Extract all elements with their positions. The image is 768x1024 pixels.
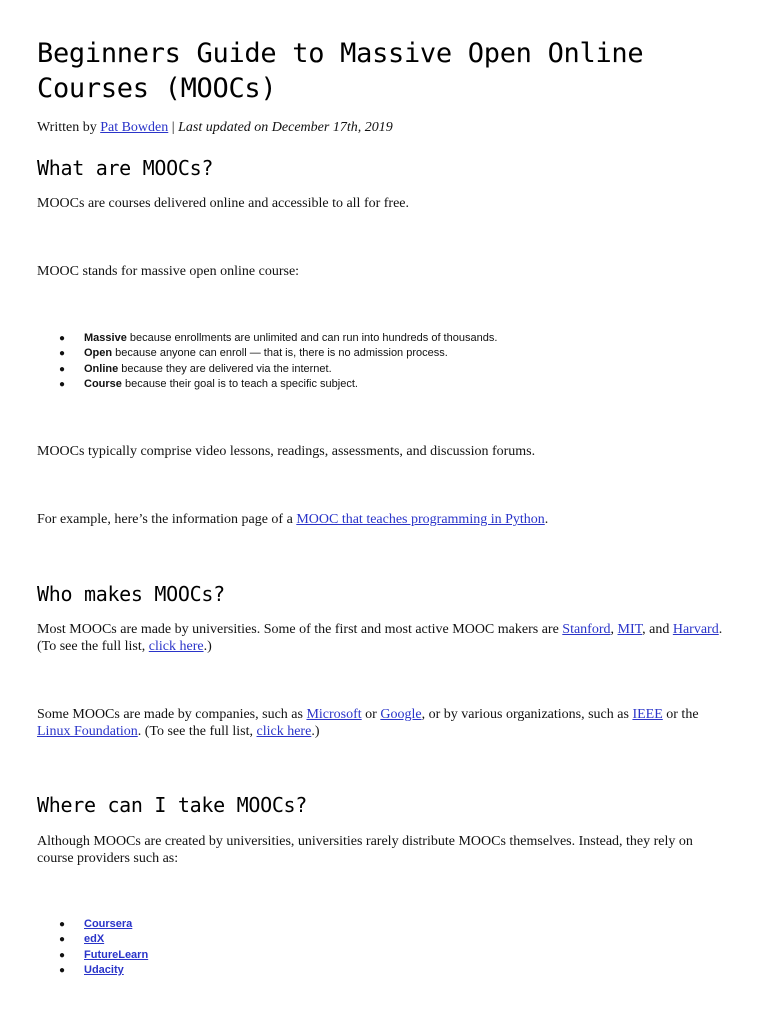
text: , or by various organizations, such as <box>421 707 633 722</box>
bullet-icon: ● <box>59 333 66 344</box>
harvard-link[interactable]: Harvard <box>672 622 719 637</box>
list-item <box>59 932 148 947</box>
text: .) <box>311 724 320 739</box>
python-mooc-link[interactable]: MOOC that teaches programming in Python <box>296 512 545 527</box>
bullet-icon: ● <box>59 934 66 946</box>
list-item-term: Online <box>84 362 119 375</box>
who-paragraph-1 <box>37 621 727 655</box>
where-paragraph-1: Although MOOCs are created by universities, universities rarely distribute MOOCs themselves. Instead, they rely on course providers such as: <box>37 834 693 866</box>
byline <box>37 119 393 137</box>
what-paragraph-3: MOOCs typically comprise video lessons, readings, assessments, and discussion forums. <box>37 444 536 459</box>
text: For example, here’s the information page of a <box>37 512 297 527</box>
what-paragraph-2: MOOC stands for massive open online course: <box>37 264 300 279</box>
text: . (To see the full list, <box>37 622 723 654</box>
text: , and <box>642 622 673 637</box>
byline-prefix: Written by <box>37 120 101 135</box>
bullet-icon: ● <box>59 348 66 360</box>
last-updated: Last updated on December 17th, 2019 <box>178 120 393 135</box>
list-item <box>59 331 497 346</box>
text: or the <box>662 707 699 722</box>
list-item <box>59 963 148 978</box>
bullet-icon: ● <box>59 919 66 930</box>
list-item <box>59 377 497 392</box>
provider-link-coursera[interactable]: Coursera <box>84 918 133 930</box>
bullet-icon: ● <box>59 378 66 390</box>
google-link[interactable]: Google <box>380 707 422 722</box>
list-item <box>59 917 148 932</box>
what-paragraph-1: MOOCs are courses delivered online and accessible to all for free. <box>37 196 410 211</box>
list-item <box>59 948 148 963</box>
list-item <box>59 346 497 361</box>
heading-where-take-moocs: Where can I take MOOCs? <box>37 793 308 817</box>
list-item-text: because their goal is to teach a specific subject. <box>121 377 358 390</box>
byline-separator: | <box>168 120 179 135</box>
mit-link[interactable]: MIT <box>617 622 643 637</box>
microsoft-link[interactable]: Microsoft <box>306 707 362 722</box>
list-item-text: because they are delivered via the internet. <box>118 362 332 375</box>
list-item-term: Open <box>84 347 113 360</box>
text: or <box>361 707 381 722</box>
linux-foundation-link[interactable]: Linux Foundation <box>37 724 138 739</box>
bullet-icon: ● <box>59 949 66 961</box>
what-paragraph-4 <box>37 511 727 528</box>
provider-link-futurelearn[interactable]: FutureLearn <box>84 948 149 961</box>
universities-full-list-link[interactable]: click here <box>148 639 204 654</box>
text: . (To see the full list, <box>137 724 257 739</box>
page-title: Beginners Guide to Massive Open Online Courses (MOOCs) <box>37 38 644 104</box>
organizations-full-list-link[interactable]: click here <box>256 724 312 739</box>
provider-link-edx[interactable]: edX <box>84 933 105 946</box>
text: , <box>610 622 618 637</box>
list-item-text: because enrollments are unlimited and can run into hundreds of thousands. <box>126 332 498 344</box>
text: . <box>544 512 549 527</box>
course-providers-list <box>59 917 148 978</box>
bullet-icon: ● <box>59 964 66 976</box>
ieee-link[interactable]: IEEE <box>632 707 663 722</box>
provider-link-udacity[interactable]: Udacity <box>84 963 124 976</box>
list-item <box>59 362 497 377</box>
list-item-term: Course <box>84 377 122 390</box>
author-link[interactable]: Pat Bowden <box>100 120 169 135</box>
heading-who-makes-moocs: Who makes MOOCs? <box>37 582 225 606</box>
text: Most MOOCs are made by universities. Some of the first and most active MOOC makers are <box>37 622 563 637</box>
mooc-meaning-list <box>59 331 497 392</box>
bullet-icon: ● <box>59 363 66 375</box>
stanford-link[interactable]: Stanford <box>562 622 611 637</box>
text: .) <box>203 639 212 654</box>
heading-what-are-moocs: What are MOOCs? <box>37 156 214 180</box>
who-paragraph-2 <box>37 706 727 740</box>
list-item-text: because anyone can enroll — that is, there is no admission process. <box>112 347 448 360</box>
list-item-term: Massive <box>84 332 127 344</box>
text: Some MOOCs are made by companies, such as <box>37 707 307 722</box>
